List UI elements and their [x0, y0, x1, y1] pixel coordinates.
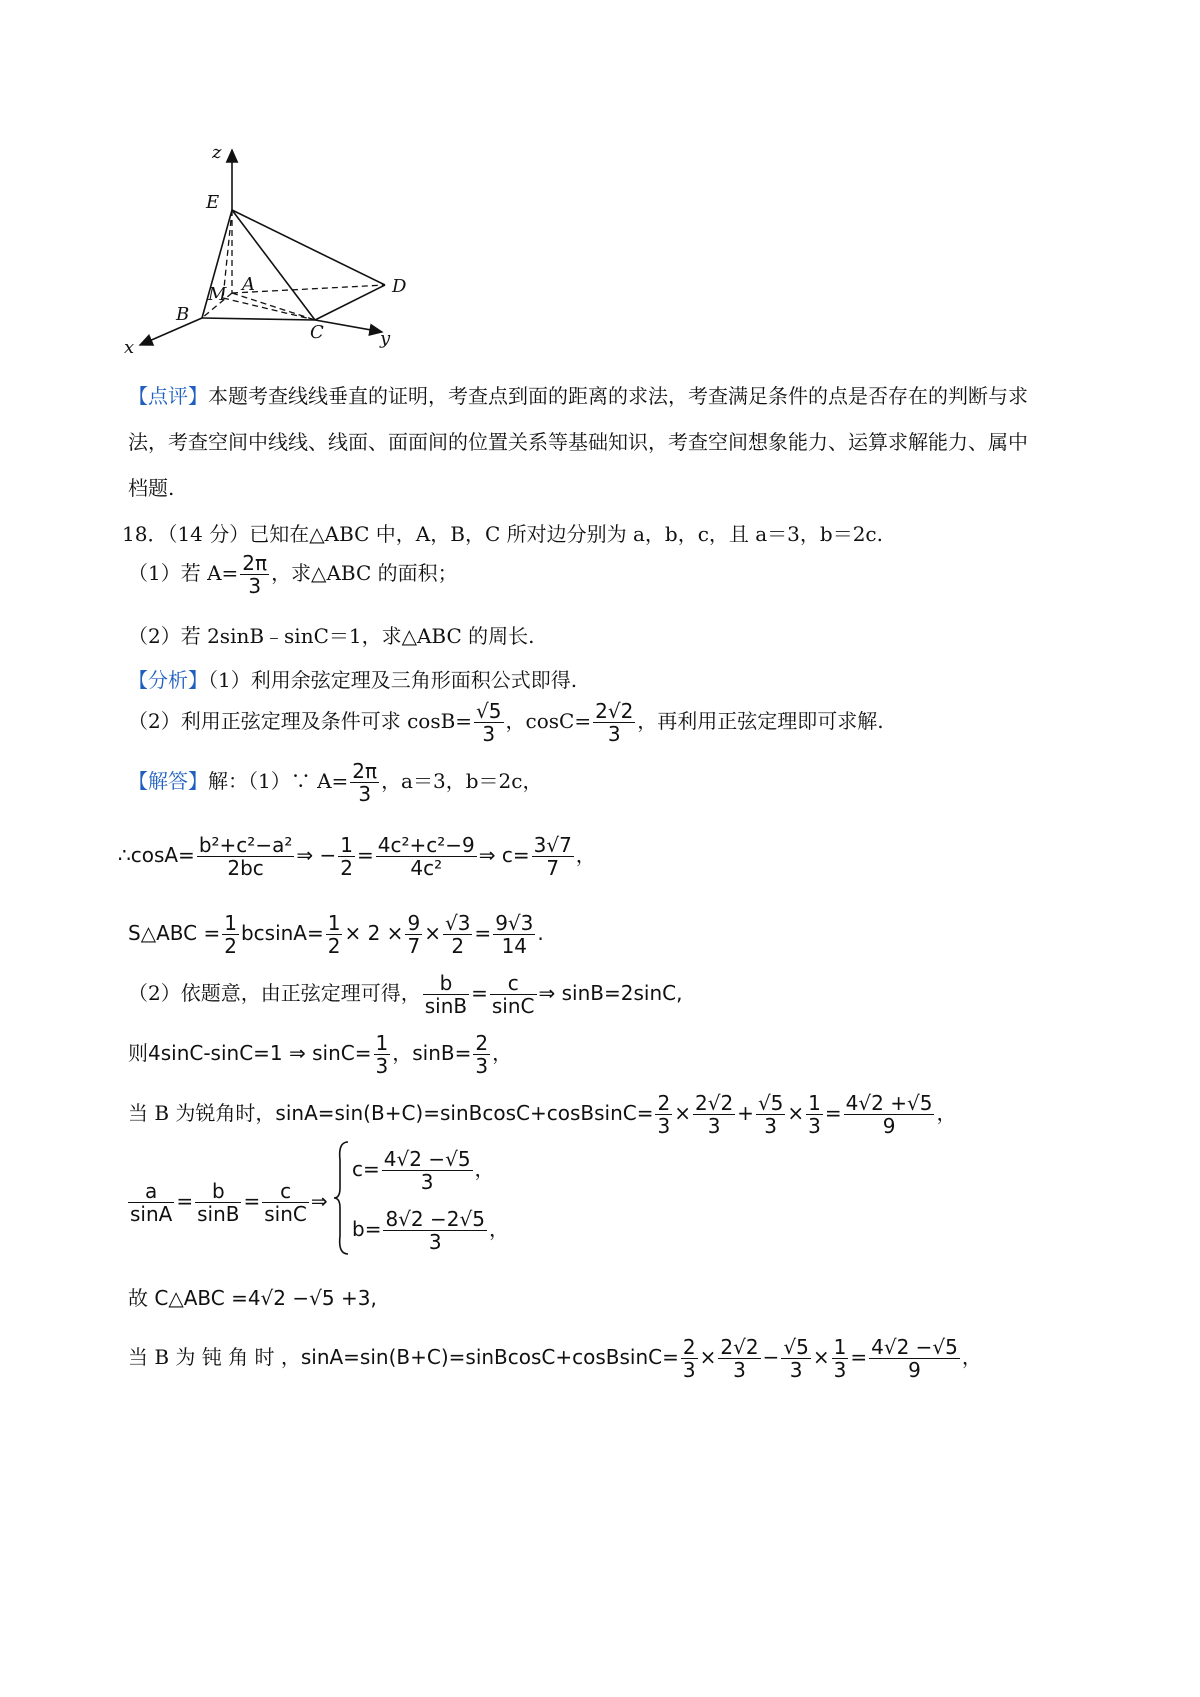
label-z: z [212, 142, 222, 163]
label-D: D [392, 276, 407, 297]
review-line-1: 【点评】本题考查线线垂直的证明，考查点到面的距离的求法，考查满足条件的点是否存在的判断与求 [128, 384, 1028, 408]
label-E: E [206, 192, 220, 213]
review-tag: 【点评】 [128, 384, 208, 408]
problem-q2: （2）若 2sinB﹣sinC＝1，求△ABC 的周长. [128, 624, 535, 648]
label-M: M [208, 284, 227, 305]
solution-area: S△ABC = $\frac{1}{2}$ bcsinA= $\frac{1}{2}$ × 2 × $\frac{9}{7}$ × $\frac{√3}{2}$ = $\frac{9√3}{14}$ . [128, 911, 544, 958]
analysis-line-2: （2）利用正弦定理及条件可求 cosB= $\frac{√5}{3}$ ，cosC= $\frac{2√2}{3}$ ，再利用正弦定理即可求解. [128, 699, 884, 746]
solution-ratio: $\frac{a}{\sin A}$ = $\frac{b}{\sin B}$ = $\frac{c}{\sin C}$ ⇒ [130, 1179, 328, 1226]
solution-cosA: ∴cosA= $\frac{\text{b²+c²−a²}}{2bc}$ ⇒ − $\frac{1}{2}$ = $\frac{\text{4c²+c²−9}}{\text{4c²}}$ ⇒ c= $\frac{3√7}{7}$ ， [118, 833, 596, 880]
solution-acute: 当 B 为锐角时，sinA=sin(B+C)=sinBcosC+cosBsinC= $\frac{2}{3}$ × $\frac{2√2}{3}$ + $\frac{√5}{3}$ × $\frac{1}{3}$ = $\frac{4√2 +√5}{9}$ ， [128, 1091, 957, 1138]
x-axis [140, 318, 202, 345]
solution-tag: 【解答】 [128, 769, 208, 793]
label-C: C [310, 322, 324, 343]
problem-header: 18．（14 分）已知在△ABC 中，A，B，C 所对边分别为 a，b，c，且 a＝3，b＝2c. [122, 522, 883, 546]
solution-part2: （2）依题意，由正弦定理可得， $\frac{b}{\sin B}$ = $\frac{c}{\sin C}$ ⇒ sinB=2sinC, [128, 971, 683, 1018]
system-c: c= $\frac{4√2 -√5}{3}$ ， [352, 1147, 495, 1194]
label-B: B [176, 304, 190, 325]
system-brace [332, 1140, 350, 1256]
pyramid-figure [110, 140, 430, 370]
problem-q1: （1）若 A= $\frac{2\pi}{3}$ ，求△ABC 的面积； [128, 551, 458, 598]
analysis-tag: 【分析】 [128, 668, 208, 692]
solution-line-1: 【解答】解：（1）∵ A= $\frac{2\pi}{3}$ ，a＝3，b＝2c， [128, 759, 543, 806]
y-axis [315, 320, 382, 332]
analysis-line-1: 【分析】（1）利用余弦定理及三角形面积公式即得. [128, 668, 578, 692]
review-line-2: 法，考查空间中线线、线面、面面间的位置关系等基础知识，考查空间想象能力、运算求解能力、属中 [128, 430, 1028, 454]
solution-obtuse: 当 B 为 钝 角 时 ，sinA=sin(B+C)=sinBcosC+cosBsinC= $\frac{2}{3}$ × $\frac{2√2}{3}$ − $\frac{√5}{3}$ × $\frac{1}{3}$ = $\frac{4√2 -√5}{9}$ ， [128, 1335, 982, 1382]
system-b: b= $\frac{8√2 -2√5}{3}$ ， [352, 1207, 509, 1254]
solution-perimeter: 故 C△ABC =4√2 −√5 +3, [128, 1286, 377, 1310]
review-line-3: 档题. [128, 476, 175, 500]
label-x: x [124, 337, 135, 358]
label-A: A [242, 274, 255, 295]
label-y: y [380, 328, 391, 349]
solution-then: 则4sinC-sinC=1 ⇒ sinC= $\frac{1}{3}$ ，sinB= $\frac{2}{3}$ ， [128, 1031, 513, 1078]
